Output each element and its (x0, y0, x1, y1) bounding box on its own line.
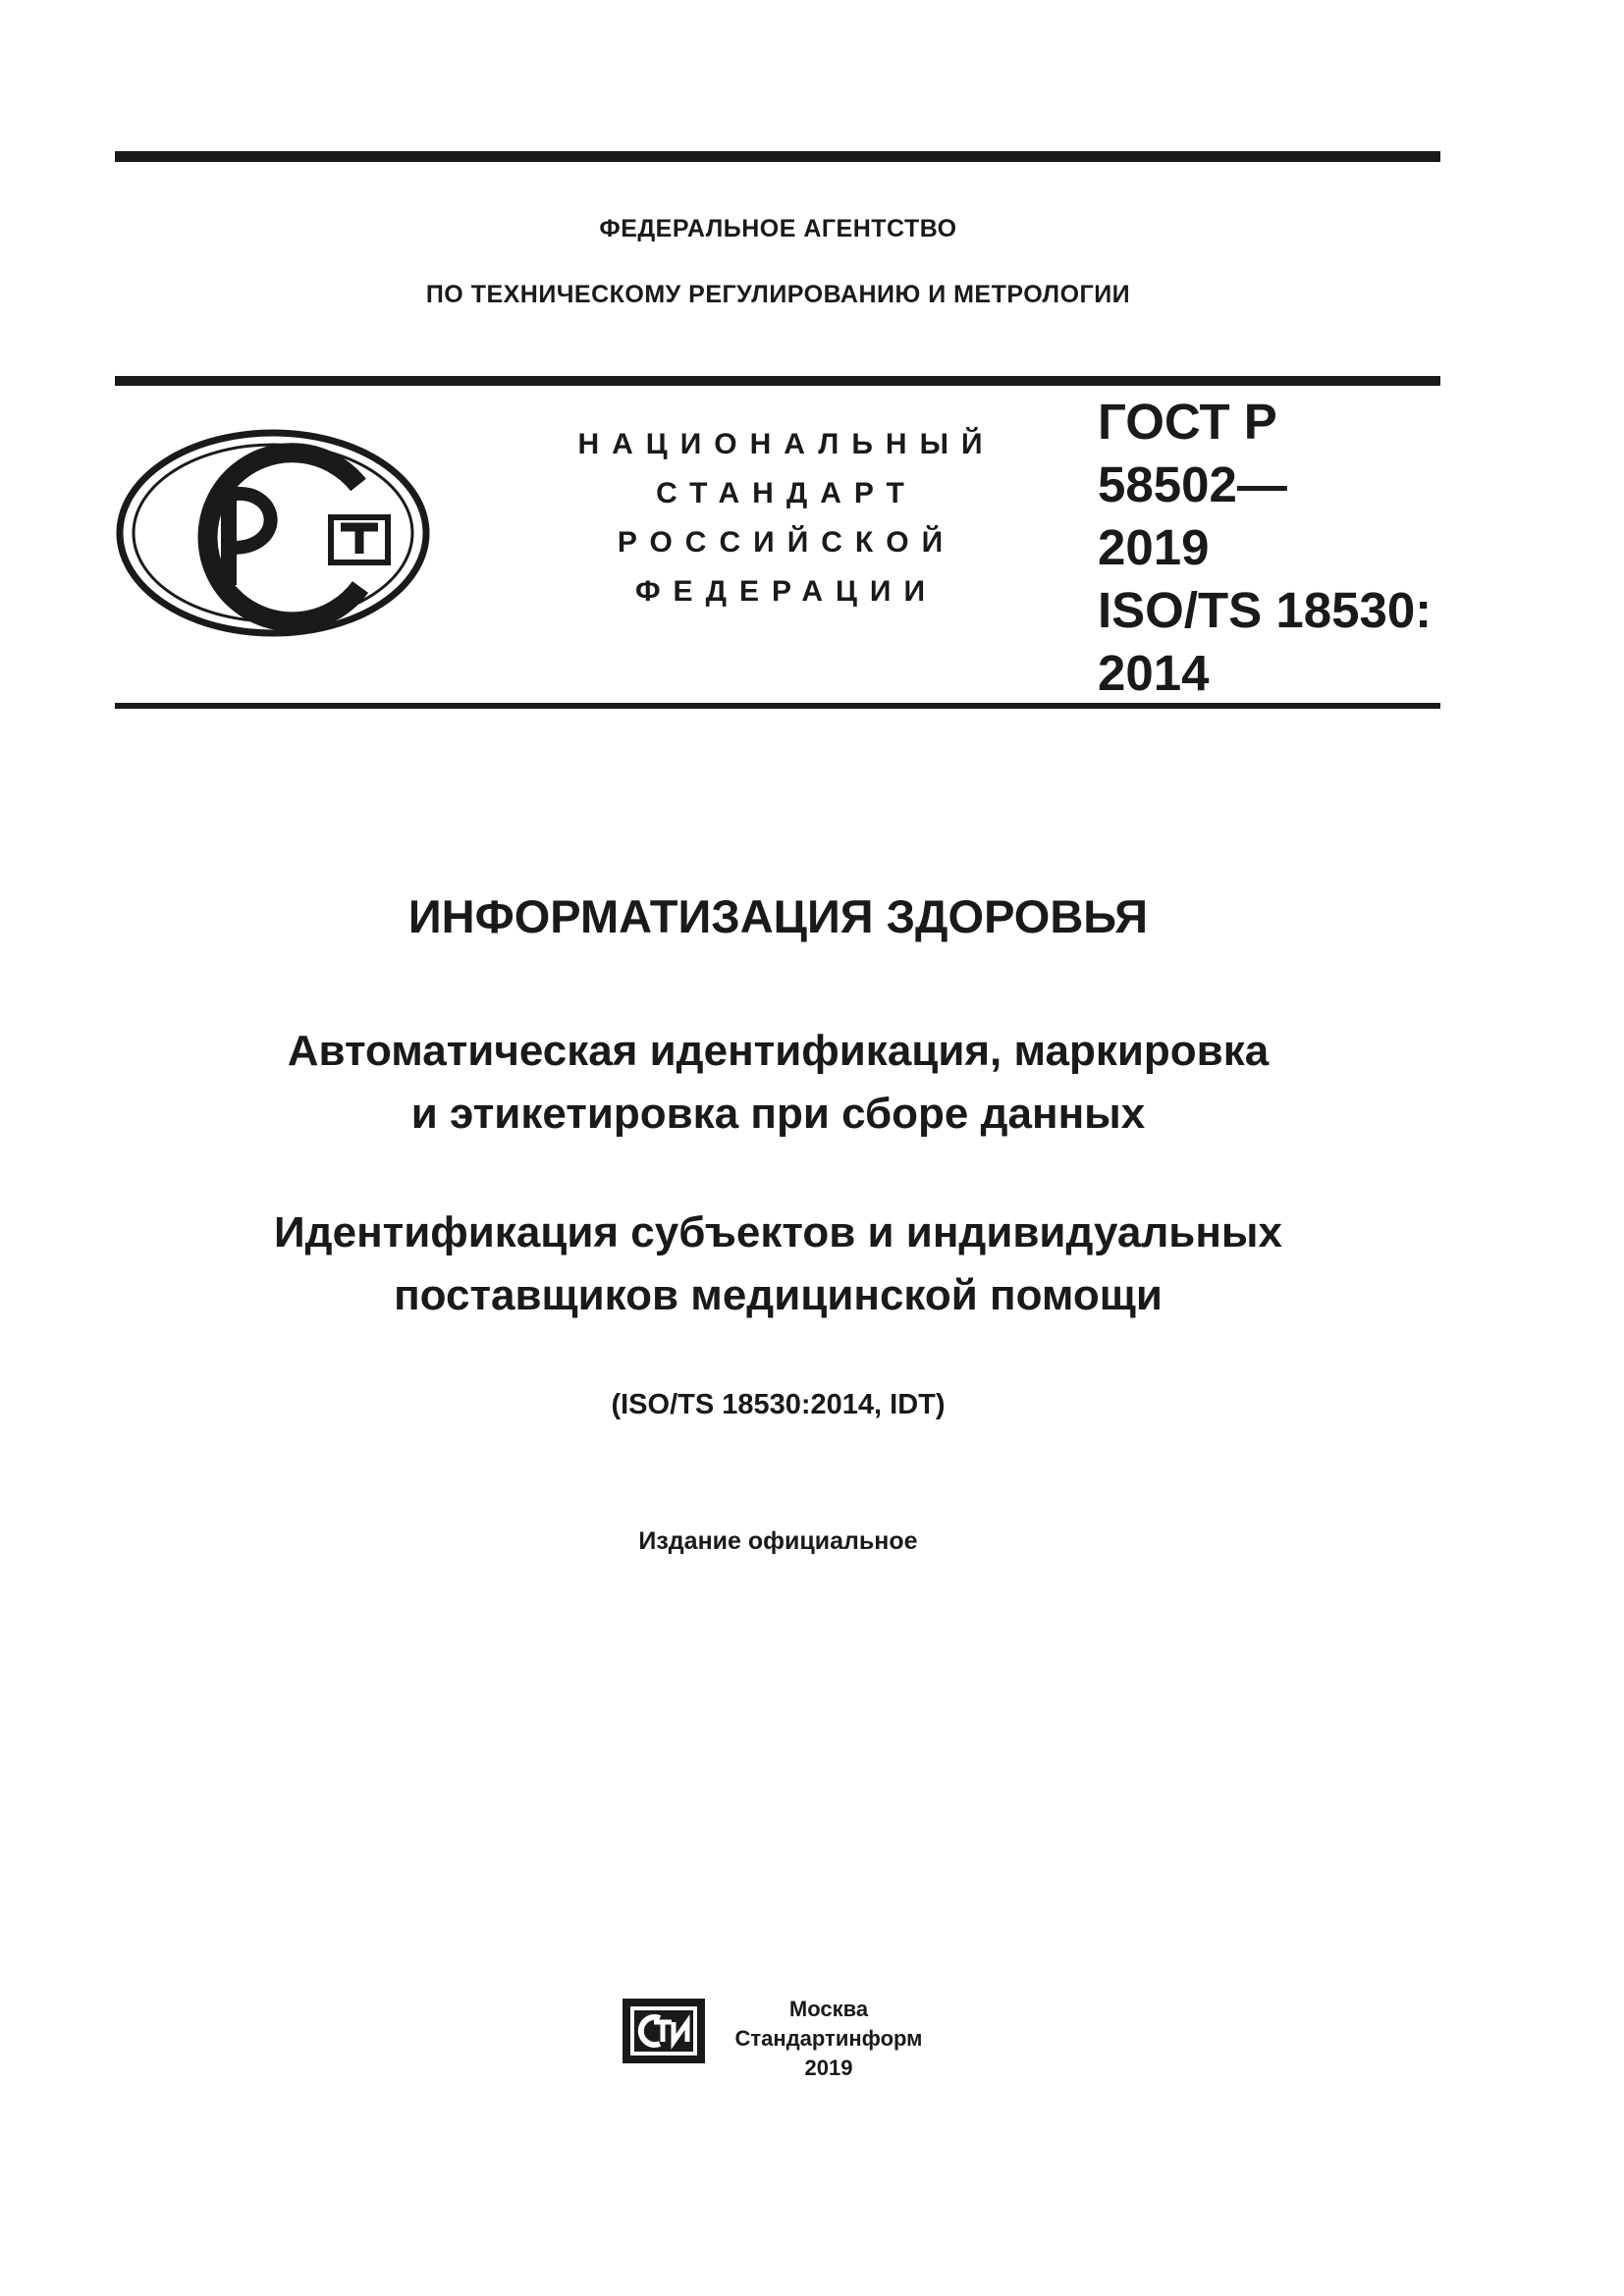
subtitle-line: Идентификация субъектов и индивидуальных (274, 1208, 1282, 1256)
national-line: ФЕДЕРАЦИИ (634, 575, 939, 608)
publisher-year: 2019 (804, 2056, 853, 2080)
national-line: СТАНДАРТ (656, 477, 917, 509)
standartinform-logo-icon (617, 1993, 711, 2069)
subtitle-1 (0, 1020, 1556, 1146)
document-title: ИНФОРМАТИЗАЦИЯ ЗДОРОВЬЯ (407, 890, 1149, 942)
national-line: НАЦИОНАЛЬНЫЙ (577, 428, 996, 460)
agency-line-1: ФЕДЕРАЛЬНОЕ АГЕНТСТВО (599, 215, 957, 242)
designation-line: ISO/TS 18530: (1098, 582, 1433, 638)
header-rule (115, 376, 1440, 386)
national-standard-label (556, 420, 1017, 616)
standard-designation (1098, 391, 1432, 705)
subtitle-line: и этикетировка при сборе данных (410, 1090, 1146, 1138)
designation-line: 2019 (1098, 519, 1210, 575)
designation-line: ГОСТ Р (1098, 394, 1277, 450)
publisher-name: Стандартинформ (734, 2026, 923, 2051)
designation-line: 2014 (1098, 645, 1210, 701)
publisher-city: Москва (788, 1997, 869, 2021)
header-bottom-rule (115, 703, 1440, 709)
rst-logo-icon (115, 428, 431, 638)
designation-line: 58502— (1098, 456, 1287, 512)
top-rule (115, 151, 1440, 162)
publisher-block (731, 1995, 927, 2083)
subtitle-line: поставщиков медицинской помощи (394, 1271, 1163, 1319)
subtitle-line: Автоматическая идентификация, маркировка (287, 1027, 1270, 1075)
national-line: РОССИЙСКОЙ (617, 526, 956, 559)
subtitle-2 (0, 1201, 1556, 1327)
iso-reference: (ISO/TS 18530:2014, IDT) (611, 1389, 946, 1420)
agency-line-2: ПО ТЕХНИЧЕСКОМУ РЕГУЛИРОВАНИЮ И МЕТРОЛОГИИ (425, 281, 1131, 308)
edition-label: Издание официальное (638, 1527, 918, 1555)
